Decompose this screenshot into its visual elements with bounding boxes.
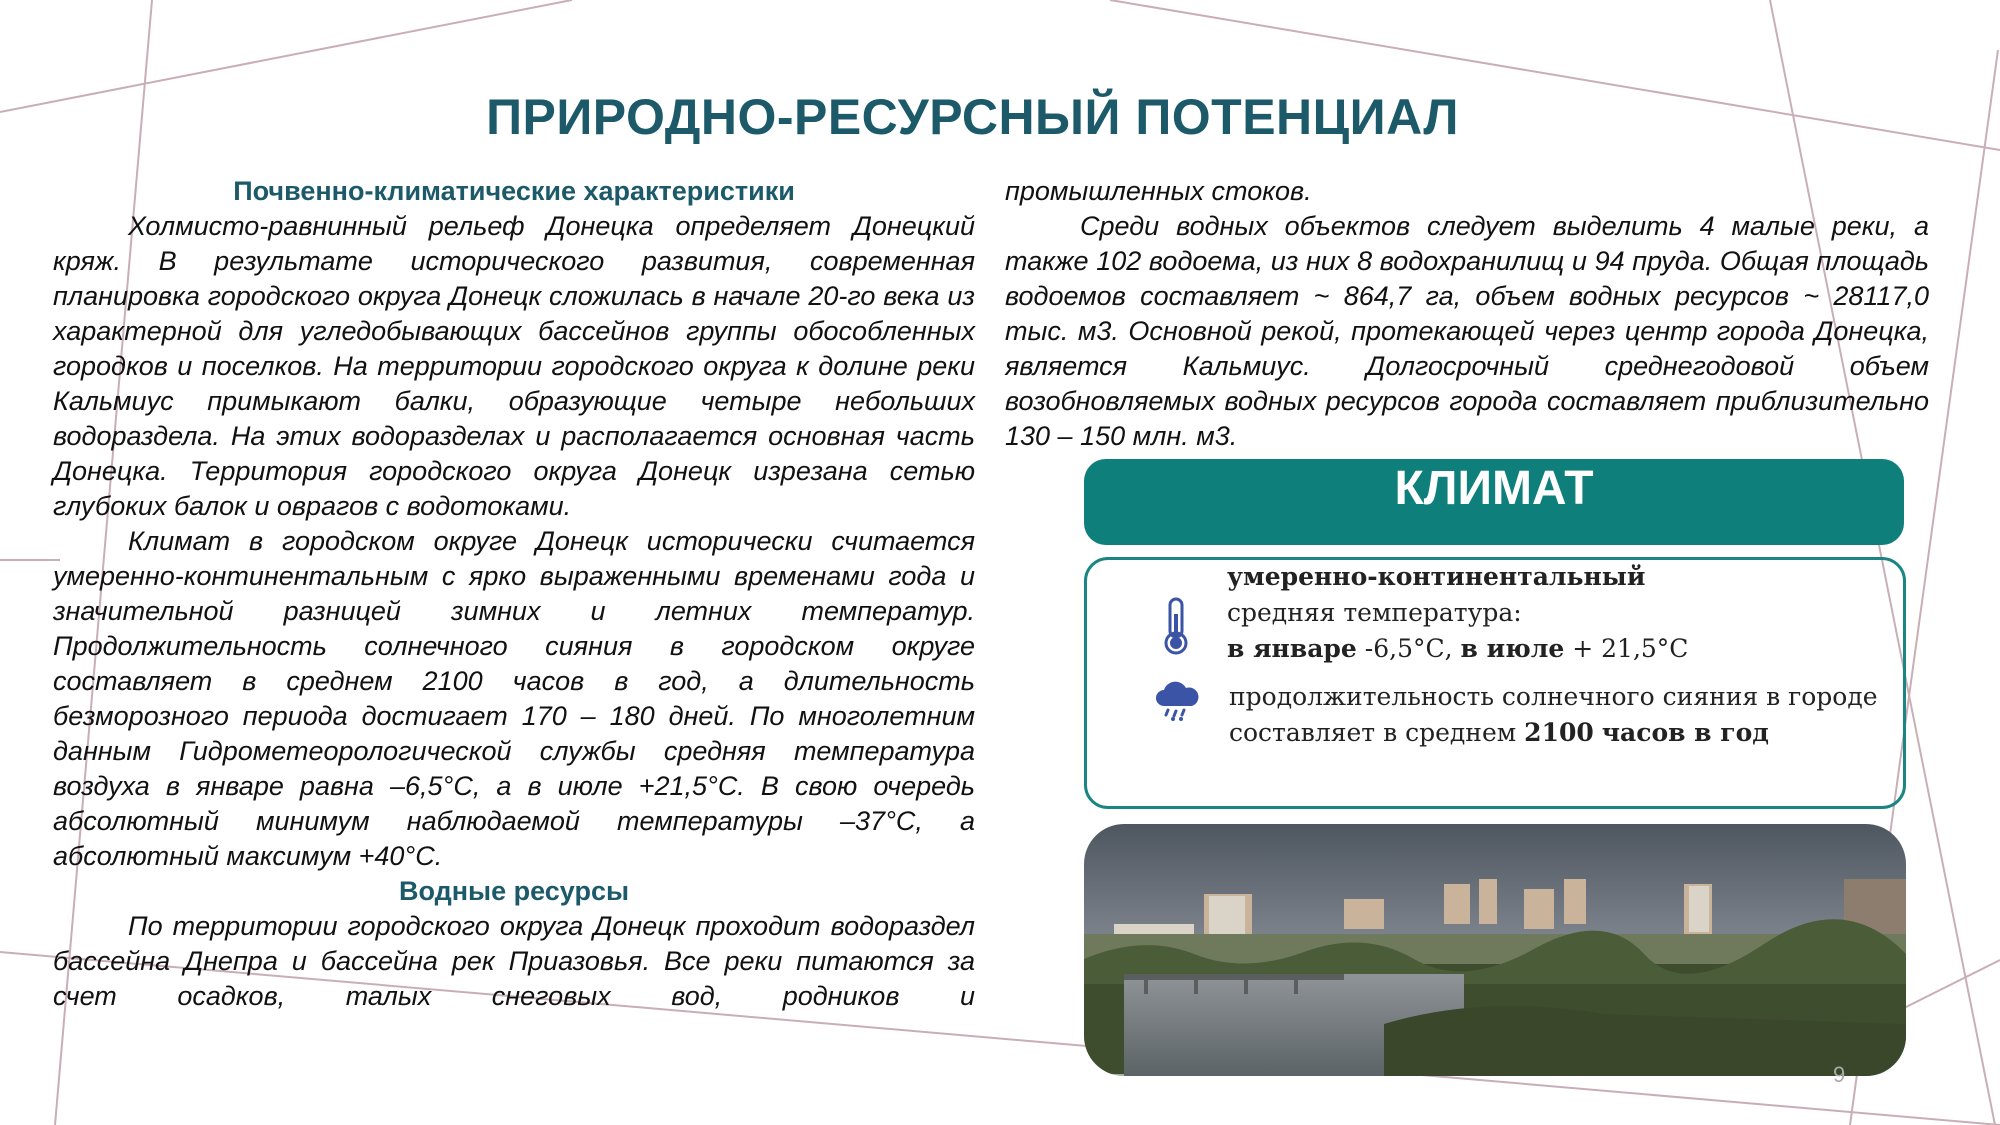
right-column	[1005, 174, 1929, 454]
sunshine-line-2: составляет в среднем 2100 часов в год	[1229, 718, 1769, 747]
donetsk-cityscape-image	[1084, 824, 1906, 1076]
soil-climate-heading: Почвенно-климатические характеристики	[233, 176, 795, 206]
watershed-paragraph-continued: промышленных стоков.	[1005, 176, 1312, 206]
relief-paragraph: Холмисто-равнинный рельеф Донецка определяет Донецкий кряж. В результате исторического развития, современная планировка городского округа Донецк сложилась в начале 20-го века из характерной для угледобывающих бассейнов группы обособленных городков и поселков. На территории городского округа к долине реки Кальмиус примыкают балки, образующие четыре небольших водораздела. На этих водоразделах и располагается основная часть Донецка. Территория городского округа Донецк изрезана сетью глубоких балок и оврагов с водотоками.	[53, 211, 975, 521]
climate-banner: КЛИМАТ	[1084, 459, 1904, 545]
page-title: ПРИРОДНО-РЕСУРСНЫЙ ПОТЕНЦИАЛ	[486, 89, 1459, 145]
sunshine-line-1: продолжительность солнечного сияния в городе	[1229, 682, 1878, 711]
climate-paragraph: Климат в городском округе Донецк исторически считается умеренно-континентальным с ярко выраженными временами года и значительной разницей зимних и летних температур. Продолжительность солнечного сияния в городском округе составляет в среднем 2100 часов в год, а длительность безморозного периода достигает 170 – 180 дней. По многолетним данным Гидрометеорологической службы средняя температура воздуха в январе равна –6,5°С, а в июле +21,5°С. В свою очередь абсолютный минимум наблюдаемой температуры –37°С, а абсолютный максимум +40°С.	[53, 526, 975, 871]
cloud-rain-icon	[1154, 680, 1200, 722]
climate-info-box	[1084, 557, 1906, 809]
climate-type: умеренно-континентальный	[1227, 562, 1646, 591]
thermometer-icon	[1161, 596, 1191, 656]
left-column	[53, 174, 975, 1014]
page-number: 9	[1833, 1062, 1846, 1087]
watershed-paragraph: По территории городского округа Донецк проходит водораздел бассейна Днепра и бассейна рек Приазовья. Все реки питаются за счет осадков, талых снеговых вод, родников и	[53, 911, 975, 1011]
water-bodies-paragraph: Среди водных объектов следует выделить 4 малые реки, а также 102 водоема, из них 8 водохранилищ и 94 пруда. Общая площадь водоемов составляет ~ 864,7 га, объем водных ресурсов ~ 28117,0 тыс. м3. Основной рекой, протекающей через центр города Донецка, является Кальмиус. Долгосрочный среднегодовой объем возобновляемых водных ресурсов города составляет приблизительно 130 – 150 млн. м3.	[1005, 211, 1929, 451]
average-temperature-label: средняя температура:	[1227, 598, 1522, 627]
temperature-values: в январе -6,5°С, в июле + 21,5°С	[1227, 634, 1689, 663]
water-resources-heading: Водные ресурсы	[398, 876, 630, 906]
city-photo	[1084, 824, 1906, 1076]
